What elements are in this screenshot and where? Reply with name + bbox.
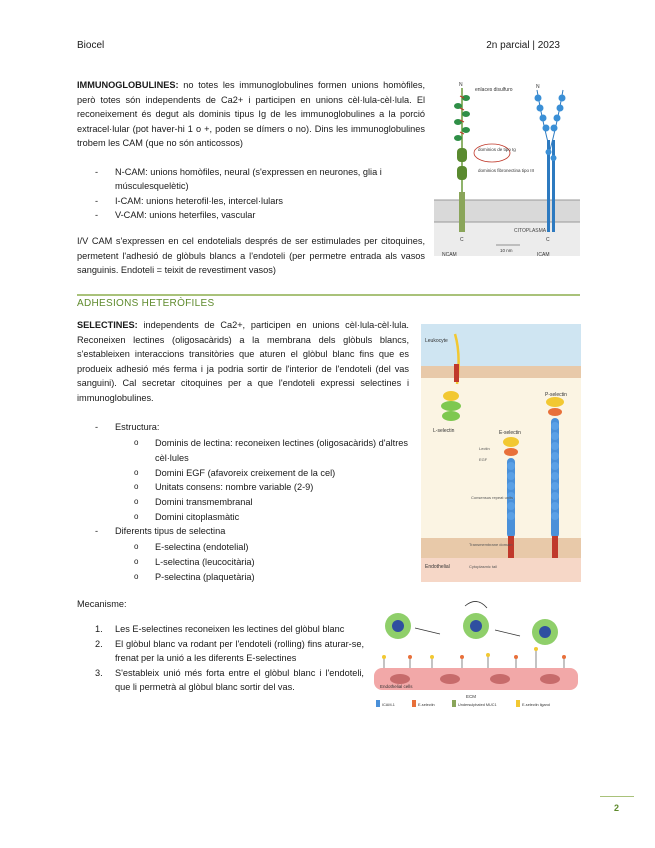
step-text: Les E-selectines reconeixen les lectines del glòbul blanc xyxy=(115,624,345,634)
list-item: - I-CAM: unions heterofil·les, intercel·lulars xyxy=(77,194,425,208)
list-item: o Unitats consens: nombre variable (2-9) xyxy=(77,480,409,495)
section-title: ADHESIONS HETERÒFILES xyxy=(77,298,215,309)
endothelial-area xyxy=(421,558,581,582)
legend-ligand: E-selectin ligand xyxy=(522,703,550,707)
page-number: 2 xyxy=(614,803,620,813)
icam-c-label: C xyxy=(546,237,550,243)
mecanisme-title: Mecanisme: xyxy=(77,599,127,609)
endothelial-label: Endothelial xyxy=(425,564,450,570)
ig-label: dominios de tipo Ig xyxy=(478,147,516,152)
ncam-icam-figure xyxy=(432,80,582,260)
legend-eselectin: E-selectin xyxy=(418,703,435,707)
list-item: o Domini citoplasmàtic xyxy=(77,510,409,525)
section-divider xyxy=(77,294,580,296)
scale-label: 10 nm xyxy=(500,248,513,253)
consensus-label: Consensus repeat units xyxy=(471,495,514,500)
membrane-band xyxy=(434,200,580,222)
list-item xyxy=(77,666,364,695)
list-item: o Domini EGF (afavoreix creixement de la cel) xyxy=(77,466,409,481)
header-right: 2n parcial | 2023 xyxy=(486,40,560,51)
mecanisme-list xyxy=(77,622,364,695)
p-selectin-label: P-selectin xyxy=(545,392,567,398)
tipus-list xyxy=(77,540,409,584)
egf-label: EGF xyxy=(479,457,488,462)
leukocyte-label: Leukocyte xyxy=(425,338,448,344)
immuno-text: no totes les immunoglobulines formen unions homòfiles, però totes són independents de Ca2+ i participen en unions cèl·lula-cèl·lula. El reconeixement és degut als dominis tipus Ig de les immunoglobulines a la porció extracel·lular (pot haver-hi 1 o +, poden se dímers o no). Dins les immunoglobulines trobem les CAM (que no són anticossos) xyxy=(77,80,425,149)
cytoplasm-label: CITOPLASMA xyxy=(514,228,547,234)
ncam-c-label: C xyxy=(460,237,464,243)
step-number: 2. xyxy=(95,638,103,649)
estructura-heading xyxy=(77,420,409,434)
e-selectin-label: E-selectin xyxy=(499,430,521,436)
icam-label: ICAM xyxy=(537,252,550,258)
ncam-n-label: N xyxy=(459,82,463,88)
footer-rule xyxy=(600,796,634,797)
lectin-label: Lectin xyxy=(479,446,490,451)
step-text: El glòbul blanc va rodant per l'endoteli (rolling) fins aturar-se, frenat per la unió a les diferents E-selectines xyxy=(115,638,364,663)
list-item: o Domini transmembranal xyxy=(77,495,409,510)
cytoplasmic-label: Cytoplasmic tail xyxy=(469,564,498,569)
icam-n-label: N xyxy=(536,84,540,90)
step-text: S'estableix unió més forta entre el glòbul blanc i l'endoteli, que li permetrà al glòbul blanc sortir del vas. xyxy=(115,667,364,692)
selectines-text: independents de Ca2+, participen en unions cèl·lula-cèl·lula. Reconeixen lectines (oligosacàrids) a la membrana dels glòbuls blancs, s'estableixen interaccions transitòries que aturen el glòbul blanc fins que es produeix adhesió més ferma i ja podria sortir de l'interior de l'endoteli (del vas sanguini). Cal secretar citoquines per a que l'endoteli expressi selectines i immunoglobulines. xyxy=(77,320,409,403)
list-item: - V-CAM: unions heterfiles, vascular xyxy=(77,208,425,222)
transmembrane-label: Transmembrane domain xyxy=(469,542,513,547)
l-selectin-label: L-selectin xyxy=(433,428,455,434)
header-left: Biocel xyxy=(77,40,105,51)
list-item: o P-selectina (plaquetària) xyxy=(77,570,409,585)
ecm-label: ECM xyxy=(466,694,476,699)
selectines-paragraph xyxy=(77,318,409,406)
list-item xyxy=(77,637,364,666)
list-item: o Dominis de lectina: reconeixen lectines (oligosacàrids) d'altres cèl·lules xyxy=(77,436,409,466)
leukocyte-area xyxy=(421,324,581,372)
step-number: 3. xyxy=(95,667,103,678)
list-item: o L-selectina (leucocitària) xyxy=(77,555,409,570)
selectin-figure xyxy=(421,324,581,582)
immuno-title: IMMUNOGLOBULINES: xyxy=(77,80,179,90)
list-item: o E-selectina (endotelial) xyxy=(77,540,409,555)
step-number: 1. xyxy=(95,624,103,634)
tipus-heading xyxy=(77,524,409,538)
leukocyte-membrane xyxy=(421,366,581,378)
estructura-list xyxy=(77,436,409,525)
selectines-title: SELECTINES: xyxy=(77,320,138,330)
list-item: - Estructura: xyxy=(77,420,409,434)
legend-icam: ICAM-1 xyxy=(382,703,395,707)
legend-muc1: Undersulphated MUC1 xyxy=(458,703,497,707)
rolling-figure xyxy=(370,590,582,712)
list-item: - Diferents tipus de selectina xyxy=(77,524,409,538)
disulfur-label: enlaces disulfuro xyxy=(475,87,513,93)
list-item: - N-CAM: unions homòfiles, neural (s'expressen en neurones, glia i músculesquelètic) xyxy=(77,165,425,194)
ncam-label: NCAM xyxy=(442,252,457,258)
cam-paragraph: I/V CAM s'expressen en cel endotelials després de ser estimulades per citoquines, permetent l'adhesió de glòbuls blancs a l'endoteli (per permetre entrada als vasos sanguinis. Endoteli = teixit de revestiment vasos) xyxy=(77,236,425,276)
list-item xyxy=(77,622,364,637)
endothelial-label: Endothelial cells xyxy=(380,684,413,689)
cam-list xyxy=(77,165,425,223)
fibro-label: dominios fibronectina tipo III xyxy=(478,168,535,173)
immuno-paragraph xyxy=(77,78,425,151)
